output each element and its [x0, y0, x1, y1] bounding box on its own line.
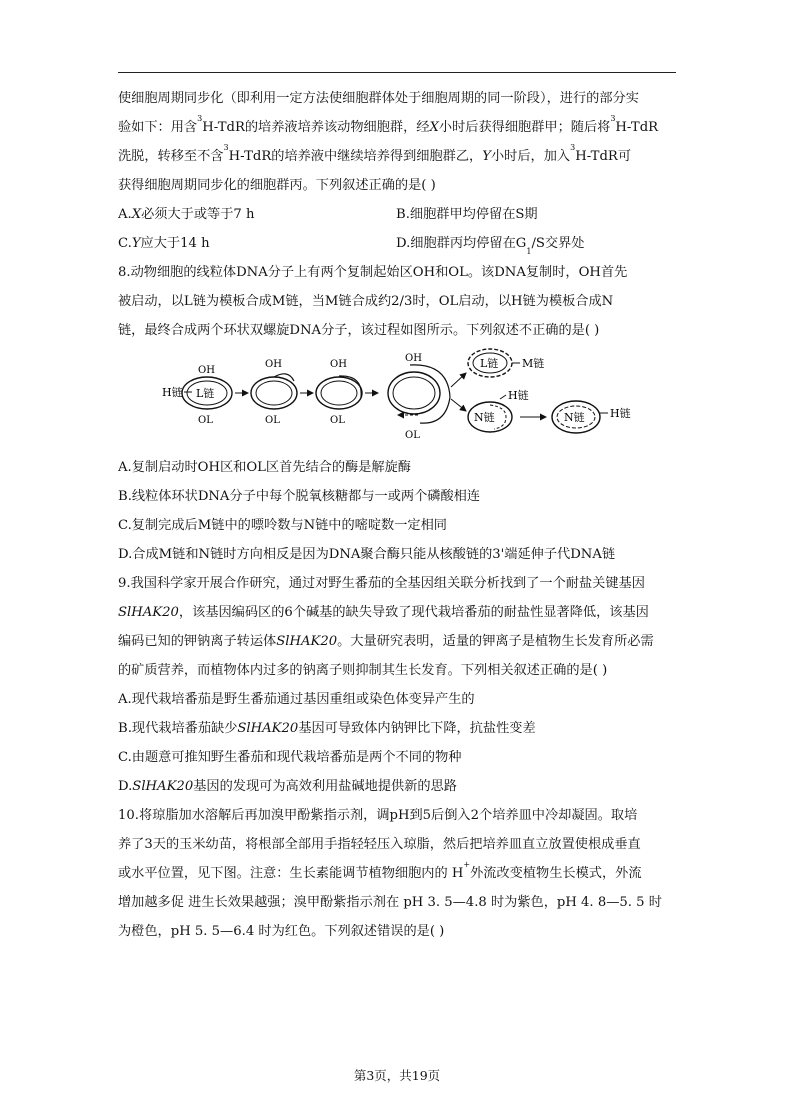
question-10: [118, 801, 678, 946]
q7-options-ab: [118, 200, 678, 229]
q8-line-1: 8.动物细胞的线粒体DNA分子上有两个复制起始区OH和OL。该DNA复制时，OH首先: [118, 265, 628, 280]
q10-line-2: 养了3天的玉米幼苗，将根部全部用手指轻轻压入琼脂，然后把培养皿直立放置使根成垂直: [118, 837, 641, 852]
question-8: [118, 258, 678, 569]
q7-line-3: 洗脱，转移至不含$^3$H-TdR的培养液中继续培养得到细胞群乙，Y小时后，加入$^3$H-TdR可: [118, 142, 632, 164]
oh-label-2: OH: [265, 359, 282, 370]
ol-label-2: OL: [265, 415, 280, 426]
stage2-inner-circle: [256, 381, 292, 405]
q9-option-d: D.SlHAK20基因的发现可为高效利用盐碱地提供新的思路: [118, 779, 457, 794]
q7-line-1: 使细胞周期同步化（即利用一定方法使细胞群体处于细胞周期的同一阶段），进行的部分实: [118, 91, 639, 106]
arrow-4-down: [451, 399, 466, 411]
q9-line-4: 的矿质营养，而植物体内过多的钠离子则抑制其生长发育。下列相关叙述正确的是( ): [118, 663, 608, 678]
q7-options-cd: [118, 229, 678, 258]
oh-label-3: OH: [330, 359, 347, 370]
n-chain-label-1: N链: [474, 411, 495, 424]
q8-line-2: 被启动，以L链为模板合成M链，当M链合成约2/3时，OL启动，以H链为模板合成N: [118, 294, 614, 309]
question-7: [118, 84, 678, 258]
arrow-4-up: [451, 373, 466, 387]
page-content: [118, 84, 678, 946]
q10-line-4: 增加越多促 进生长效果越强；溴甲酚紫指示剂在 pH 3. 5—4.8 时为紫色，pH 4. 8—5. 5 时: [118, 895, 662, 910]
h-chain-label-2: H链: [508, 389, 529, 402]
ol-label-1: OL: [198, 415, 213, 426]
q8-line-3: 链，最终合成两个环状双螺旋DNA分子，该过程如图所示。下列叙述不正确的是( ): [118, 323, 600, 338]
l-chain-label-2: L链: [480, 357, 499, 370]
q9-line-2: SlHAK20，该基因编码区的6个碱基的缺失导致了现代栽培番茄的耐盐性显著降低，该基因: [118, 605, 649, 620]
stage3-inner-circle: [321, 381, 357, 405]
stage3-outer-circle: [316, 377, 362, 409]
q8-option-a: A.复制启动时OH区和OL区首先结合的酶是解旋酶: [118, 460, 411, 475]
n-chain-label-2: N链: [564, 411, 585, 424]
q9-option-a: A.现代栽培番茄是野生番茄通过基因重组或染色体变异产生的: [118, 692, 475, 707]
oh-label-4: OH: [405, 353, 422, 364]
q10-line-1: 10.将琼脂加水溶解后再加溴甲酚紫指示剂，调pH到5后倒入2个培养皿中冷却凝固。取培: [118, 808, 638, 823]
q8-option-c: C.复制完成后M链中的嘌呤数与N链中的嘧啶数一定相同: [118, 518, 447, 533]
q9-line-1: 9.我国科学家开展合作研究，通过对野生番茄的全基因组关联分析找到了一个耐盐关键基因: [118, 576, 645, 591]
q9-line-3: 编码已知的钾钠离子转运体SlHAK20。大量研究表明，适量的钾离子是植物生长发育所必需: [118, 634, 654, 649]
h-chain-label-3: H链: [610, 407, 631, 420]
l-chain-label-1: L链: [196, 387, 215, 400]
q9-option-b: B.现代栽培番茄缺少SlHAK20基因可导致体内钠钾比下降，抗盐性变差: [118, 721, 536, 736]
q7-line-2: 验如下：用含$^3$H-TdR的培养液培养该动物细胞群，经X小时后获得细胞群甲；随后将$^3$H-TdR: [118, 113, 659, 135]
q8-option-b: B.线粒体环状DNA分子中每个脱氧核糖都与一或两个磷酸相连: [118, 489, 481, 504]
q7-option-d: D.细胞群丙均停留在$G_1/S$交界处: [396, 236, 585, 256]
question-9: [118, 569, 678, 801]
q10-line-5: 为橙色，pH 5. 5—6.4 时为红色。下列叙述错误的是( ): [118, 924, 445, 939]
header-rule: [118, 72, 676, 73]
stage2-outer-circle: [251, 377, 297, 409]
q7-option-c: C.Y应大于14 h: [118, 236, 210, 251]
q9-option-c: C.由题意可推知野生番茄和现代栽培番茄是两个不同的物种: [118, 750, 462, 765]
q10-line-3: 或水平位置，见下图。注意：生长素能调节植物细胞内的 H+外流改变植物生长模式，外流: [118, 859, 642, 881]
page-footer: 第3页，共19页: [353, 1068, 441, 1083]
q7-option-b: B.细胞群甲均停留在S期: [396, 207, 538, 222]
stage4-inner-circle: [393, 377, 435, 409]
q8-option-d: D.合成M链和N链时方向相反是因为DNA聚合酶只能从核酸链的3'端延伸子代DNA链: [118, 547, 616, 562]
oh-label-1: OH: [198, 365, 215, 376]
dna-replication-diagram: [118, 347, 678, 451]
ol-label-3: OL: [330, 415, 345, 426]
q7-option-a: A.X必须大于或等于7 h: [118, 207, 255, 222]
q7-line-4: 获得细胞周期同步化的细胞群丙。下列叙述正确的是( ): [118, 178, 436, 193]
ol-label-4: OL: [405, 430, 420, 441]
h-chain-label: H链: [162, 386, 183, 399]
diagram-svg: [148, 347, 668, 451]
stage4-outer-circle: [388, 372, 440, 414]
m-chain-label: M链: [522, 357, 545, 370]
